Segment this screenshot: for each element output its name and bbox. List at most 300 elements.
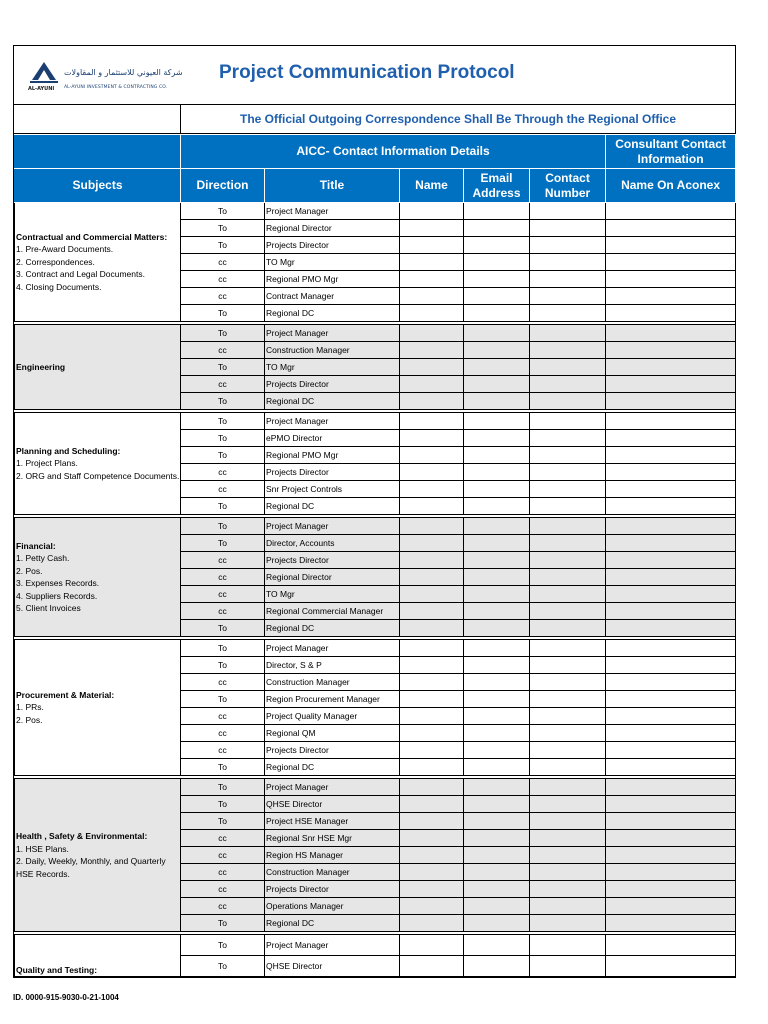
name-cell[interactable] [400,393,464,410]
name-cell[interactable] [400,305,464,322]
email-cell[interactable] [464,447,530,464]
direction-cell: cc [181,881,265,898]
title-cell: Projects Director [265,237,400,254]
direction-cell: To [181,691,265,708]
contact-number-cell[interactable] [530,254,606,271]
aconex-name-cell[interactable] [606,305,736,322]
title-cell: Region HS Manager [265,847,400,864]
title-cell: Project Manager [265,325,400,342]
title-cell: Project Quality Manager [265,708,400,725]
name-cell[interactable] [400,325,464,342]
header-email: Email Address [464,169,530,203]
aconex-name-cell[interactable] [606,220,736,237]
contact-number-cell[interactable] [530,305,606,322]
direction-cell: cc [181,342,265,359]
name-cell[interactable] [400,956,464,977]
subject-cell [15,518,181,637]
direction-cell: To [181,203,265,220]
name-cell[interactable] [400,725,464,742]
header-subjects: Subjects [15,169,181,203]
email-cell[interactable] [464,640,530,657]
email-cell[interactable] [464,603,530,620]
title-cell: Construction Manager [265,674,400,691]
title-box [14,46,735,105]
header-title: Title [265,169,400,203]
name-cell[interactable] [400,674,464,691]
title-cell: Projects Director [265,376,400,393]
contact-number-cell[interactable] [530,759,606,776]
email-cell[interactable] [464,898,530,915]
name-cell[interactable] [400,586,464,603]
name-cell[interactable] [400,342,464,359]
name-cell[interactable] [400,881,464,898]
title-cell: Construction Manager [265,342,400,359]
email-cell[interactable] [464,481,530,498]
contact-number-cell[interactable] [530,237,606,254]
email-cell[interactable] [464,359,530,376]
title-cell: Project Manager [265,779,400,796]
table-row [15,325,736,342]
name-cell[interactable] [400,271,464,288]
title-cell: QHSE Director [265,796,400,813]
title-cell: QHSE Director [265,956,400,977]
aconex-name-cell[interactable] [606,430,736,447]
contact-number-cell[interactable] [530,847,606,864]
aconex-name-cell[interactable] [606,271,736,288]
direction-cell: To [181,447,265,464]
email-cell[interactable] [464,674,530,691]
email-cell[interactable] [464,830,530,847]
name-cell[interactable] [400,759,464,776]
title-cell: Project Manager [265,935,400,956]
aconex-name-cell[interactable] [606,376,736,393]
direction-cell: To [181,935,265,956]
contact-number-cell[interactable] [530,220,606,237]
name-cell[interactable] [400,481,464,498]
title-cell: Region Procurement Manager [265,691,400,708]
title-cell: Regional DC [265,393,400,410]
subject-item: 2. Pos. [16,565,43,576]
contact-number-cell[interactable] [530,603,606,620]
subject-title: Planning and Scheduling: [16,445,121,456]
email-cell[interactable] [464,464,530,481]
page-subtitle: The Official Outgoing Correspondence Shall Be Through the Regional Office [239,112,677,126]
contact-number-cell[interactable] [530,376,606,393]
title-cell: Regional PMO Mgr [265,447,400,464]
title-cell: Project Manager [265,640,400,657]
title-cell: Operations Manager [265,898,400,915]
email-cell[interactable] [464,342,530,359]
aconex-name-cell[interactable] [606,464,736,481]
email-cell[interactable] [464,620,530,637]
title-cell: Projects Director [265,742,400,759]
contact-number-cell[interactable] [530,657,606,674]
direction-cell: cc [181,725,265,742]
subject-title: Contractual and Commercial Matters: [16,231,168,242]
name-cell[interactable] [400,237,464,254]
subject-cell [15,640,181,776]
aconex-name-cell[interactable] [606,779,736,796]
title-cell: Regional Commercial Manager [265,603,400,620]
subject-cell [15,203,181,322]
email-cell[interactable] [464,535,530,552]
direction-cell: cc [181,708,265,725]
title-cell: TO Mgr [265,359,400,376]
table-body [15,203,736,977]
aconex-name-cell[interactable] [606,620,736,637]
email-cell[interactable] [464,796,530,813]
contact-number-cell[interactable] [530,725,606,742]
subject-item: 2. ORG and Staff Competence Documents. [16,470,180,481]
contact-number-cell[interactable] [530,830,606,847]
name-cell[interactable] [400,620,464,637]
contact-number-cell[interactable] [530,552,606,569]
contact-number-cell[interactable] [530,796,606,813]
aconex-name-cell[interactable] [606,742,736,759]
direction-cell: cc [181,271,265,288]
aconex-name-cell[interactable] [606,956,736,977]
aconex-name-cell[interactable] [606,203,736,220]
email-cell[interactable] [464,413,530,430]
name-cell[interactable] [400,603,464,620]
title-cell: Project Manager [265,518,400,535]
aconex-name-cell[interactable] [606,640,736,657]
direction-cell: cc [181,898,265,915]
name-cell[interactable] [400,376,464,393]
title-cell: Project Manager [265,413,400,430]
contact-number-cell[interactable] [530,779,606,796]
aconex-name-cell[interactable] [606,813,736,830]
aconex-name-cell[interactable] [606,413,736,430]
direction-cell: cc [181,742,265,759]
email-cell[interactable] [464,864,530,881]
aconex-name-cell[interactable] [606,725,736,742]
subject-item: 4. Suppliers Records. [16,590,98,601]
aconex-name-cell[interactable] [606,481,736,498]
email-cell[interactable] [464,915,530,932]
direction-cell: cc [181,864,265,881]
subject-item: 1. HSE Plans. [16,843,69,854]
subject-title: Procurement & Material: [16,689,115,700]
email-cell[interactable] [464,847,530,864]
email-cell[interactable] [464,935,530,956]
logo-mark-icon [28,56,60,88]
name-cell[interactable] [400,779,464,796]
direction-cell: To [181,237,265,254]
subject-cell [15,325,181,410]
header-contact-number: Contact Number [530,169,606,203]
aconex-name-cell[interactable] [606,796,736,813]
logo-english-name: AL-AYUNI INVESTMENT & CONTRACTING CO. [64,85,168,90]
contact-number-cell[interactable] [530,674,606,691]
document-id: ID. 0000-915-9030-0-21-1004 [13,993,119,1002]
title-cell: Regional QM [265,725,400,742]
name-cell[interactable] [400,535,464,552]
email-cell[interactable] [464,203,530,220]
title-cell: Regional Snr HSE Mgr [265,830,400,847]
name-cell[interactable] [400,796,464,813]
direction-cell: To [181,915,265,932]
direction-cell: To [181,325,265,342]
header-aicc: AICC- Contact Information Details [181,135,606,169]
email-cell[interactable] [464,288,530,305]
subject-cell [15,413,181,515]
aconex-name-cell[interactable] [606,447,736,464]
table-row [15,779,736,796]
contact-number-cell[interactable] [530,915,606,932]
aconex-name-cell[interactable] [606,881,736,898]
direction-cell: To [181,220,265,237]
aconex-name-cell[interactable] [606,237,736,254]
direction-cell: To [181,498,265,515]
table-row [15,518,736,535]
table-row [15,203,736,220]
title-cell: Regional Director [265,569,400,586]
subject-item: 2. Pos. [16,714,43,725]
email-cell[interactable] [464,498,530,515]
contact-number-cell[interactable] [530,413,606,430]
direction-cell: To [181,796,265,813]
direction-cell: To [181,620,265,637]
name-cell[interactable] [400,898,464,915]
direction-cell: cc [181,254,265,271]
subject-item: 1. PRs. [16,702,44,713]
title-cell: Contract Manager [265,288,400,305]
header-name: Name [400,169,464,203]
title-cell: Project HSE Manager [265,813,400,830]
title-cell: Regional DC [265,915,400,932]
name-cell[interactable] [400,498,464,515]
aconex-name-cell[interactable] [606,586,736,603]
table-row [15,640,736,657]
title-cell: Projects Director [265,552,400,569]
aconex-name-cell[interactable] [606,864,736,881]
aconex-name-cell[interactable] [606,254,736,271]
direction-cell: cc [181,830,265,847]
header-consultant: Consultant Contact Information [606,135,736,169]
name-cell[interactable] [400,220,464,237]
contact-number-cell[interactable] [530,498,606,515]
logo-short-name: AL-AYUNI [28,86,55,92]
contact-number-cell[interactable] [530,898,606,915]
aconex-name-cell[interactable] [606,359,736,376]
direction-cell: To [181,956,265,977]
email-cell[interactable] [464,305,530,322]
contact-number-cell[interactable] [530,708,606,725]
direction-cell: cc [181,586,265,603]
subject-title: Engineering [16,361,66,372]
subject-item: 1. Pre-Award Documents. [16,244,114,255]
subject-title: Financial: [16,540,56,551]
subject-item: 4. Closing Documents. [16,281,102,292]
aconex-name-cell[interactable] [606,393,736,410]
direction-cell: cc [181,552,265,569]
direction-cell: cc [181,674,265,691]
subject-item: 3. Expenses Records. [16,578,100,588]
email-cell[interactable] [464,552,530,569]
email-cell[interactable] [464,691,530,708]
name-cell[interactable] [400,359,464,376]
header-aconex: Name On Aconex [606,169,736,203]
email-cell[interactable] [464,376,530,393]
email-cell[interactable] [464,220,530,237]
contact-number-cell[interactable] [530,813,606,830]
email-cell[interactable] [464,430,530,447]
aconex-name-cell[interactable] [606,603,736,620]
aconex-name-cell[interactable] [606,569,736,586]
contact-number-cell[interactable] [530,393,606,410]
table-row [15,413,736,430]
title-cell: TO Mgr [265,254,400,271]
name-cell[interactable] [400,742,464,759]
contact-number-cell[interactable] [530,325,606,342]
contact-number-cell[interactable] [530,535,606,552]
contact-number-cell[interactable] [530,342,606,359]
contact-number-cell[interactable] [530,359,606,376]
contact-number-cell[interactable] [530,620,606,637]
aconex-name-cell[interactable] [606,691,736,708]
email-cell[interactable] [464,271,530,288]
name-cell[interactable] [400,464,464,481]
aconex-name-cell[interactable] [606,552,736,569]
email-cell[interactable] [464,325,530,342]
direction-cell: To [181,305,265,322]
contact-number-cell[interactable] [530,881,606,898]
direction-cell: cc [181,288,265,305]
email-cell[interactable] [464,569,530,586]
contact-number-cell[interactable] [530,935,606,956]
contact-number-cell[interactable] [530,640,606,657]
contact-number-cell[interactable] [530,447,606,464]
aconex-name-cell[interactable] [606,935,736,956]
name-cell[interactable] [400,518,464,535]
aconex-name-cell[interactable] [606,674,736,691]
title-cell: ePMO Director [265,430,400,447]
aconex-name-cell[interactable] [606,535,736,552]
aconex-name-cell[interactable] [606,830,736,847]
email-cell[interactable] [464,657,530,674]
name-cell[interactable] [400,657,464,674]
contact-number-cell[interactable] [530,481,606,498]
name-cell[interactable] [400,254,464,271]
contact-number-cell[interactable] [530,288,606,305]
name-cell[interactable] [400,847,464,864]
direction-cell: To [181,518,265,535]
aconex-name-cell[interactable] [606,657,736,674]
name-cell[interactable] [400,915,464,932]
name-cell[interactable] [400,691,464,708]
name-cell[interactable] [400,830,464,847]
company-logo [28,56,198,96]
email-cell[interactable] [464,518,530,535]
title-cell: Snr Project Controls [265,481,400,498]
direction-cell: To [181,657,265,674]
aconex-name-cell[interactable] [606,288,736,305]
email-cell[interactable] [464,725,530,742]
name-cell[interactable] [400,864,464,881]
name-cell[interactable] [400,288,464,305]
contact-number-cell[interactable] [530,203,606,220]
contact-number-cell[interactable] [530,569,606,586]
name-cell[interactable] [400,640,464,657]
email-cell[interactable] [464,779,530,796]
email-cell[interactable] [464,813,530,830]
direction-cell: To [181,393,265,410]
name-cell[interactable] [400,708,464,725]
direction-cell: cc [181,603,265,620]
email-cell[interactable] [464,254,530,271]
contact-number-cell[interactable] [530,956,606,977]
title-cell: Project Manager [265,203,400,220]
subject-item: 5. Client Invoices [16,603,81,613]
subtitle-row [14,105,735,134]
contact-number-cell[interactable] [530,271,606,288]
aconex-name-cell[interactable] [606,325,736,342]
title-cell: Regional DC [265,498,400,515]
direction-cell: To [181,430,265,447]
subject-cell [15,935,181,977]
table-row [15,935,736,956]
email-cell[interactable] [464,393,530,410]
contact-number-cell[interactable] [530,864,606,881]
name-cell[interactable] [400,813,464,830]
contact-number-cell[interactable] [530,586,606,603]
title-cell: Regional PMO Mgr [265,271,400,288]
email-cell[interactable] [464,708,530,725]
title-cell: Regional DC [265,305,400,322]
title-cell: Regional DC [265,620,400,637]
aconex-name-cell[interactable] [606,498,736,515]
name-cell[interactable] [400,413,464,430]
aconex-name-cell[interactable] [606,518,736,535]
aconex-name-cell[interactable] [606,342,736,359]
logo-arabic-name: شركة العيوني للاستثمار و المقاولات [64,68,183,77]
email-cell[interactable] [464,742,530,759]
subject-title: Health , Safety & Environmental: [16,831,148,841]
email-cell[interactable] [464,881,530,898]
aconex-name-cell[interactable] [606,915,736,932]
name-cell[interactable] [400,552,464,569]
aconex-name-cell[interactable] [606,708,736,725]
contact-number-cell[interactable] [530,691,606,708]
email-cell[interactable] [464,237,530,254]
direction-cell: To [181,813,265,830]
aconex-name-cell[interactable] [606,847,736,864]
email-cell[interactable] [464,759,530,776]
direction-cell: To [181,640,265,657]
direction-cell: cc [181,481,265,498]
aconex-name-cell[interactable] [606,898,736,915]
header-direction: Direction [181,169,265,203]
email-cell[interactable] [464,956,530,977]
aconex-name-cell[interactable] [606,759,736,776]
direction-cell: cc [181,376,265,393]
name-cell[interactable] [400,430,464,447]
name-cell[interactable] [400,203,464,220]
subject-item: 2. Correspondences. [16,256,95,267]
name-cell[interactable] [400,935,464,956]
name-cell[interactable] [400,569,464,586]
contact-number-cell[interactable] [530,742,606,759]
title-cell: Regional DC [265,759,400,776]
email-cell[interactable] [464,586,530,603]
direction-cell: To [181,359,265,376]
contact-number-cell[interactable] [530,464,606,481]
subject-item: 2. Daily, Weekly, Monthly, and Quarterly HSE Records. [16,856,166,879]
name-cell[interactable] [400,447,464,464]
contact-number-cell[interactable] [530,518,606,535]
contact-number-cell[interactable] [530,430,606,447]
